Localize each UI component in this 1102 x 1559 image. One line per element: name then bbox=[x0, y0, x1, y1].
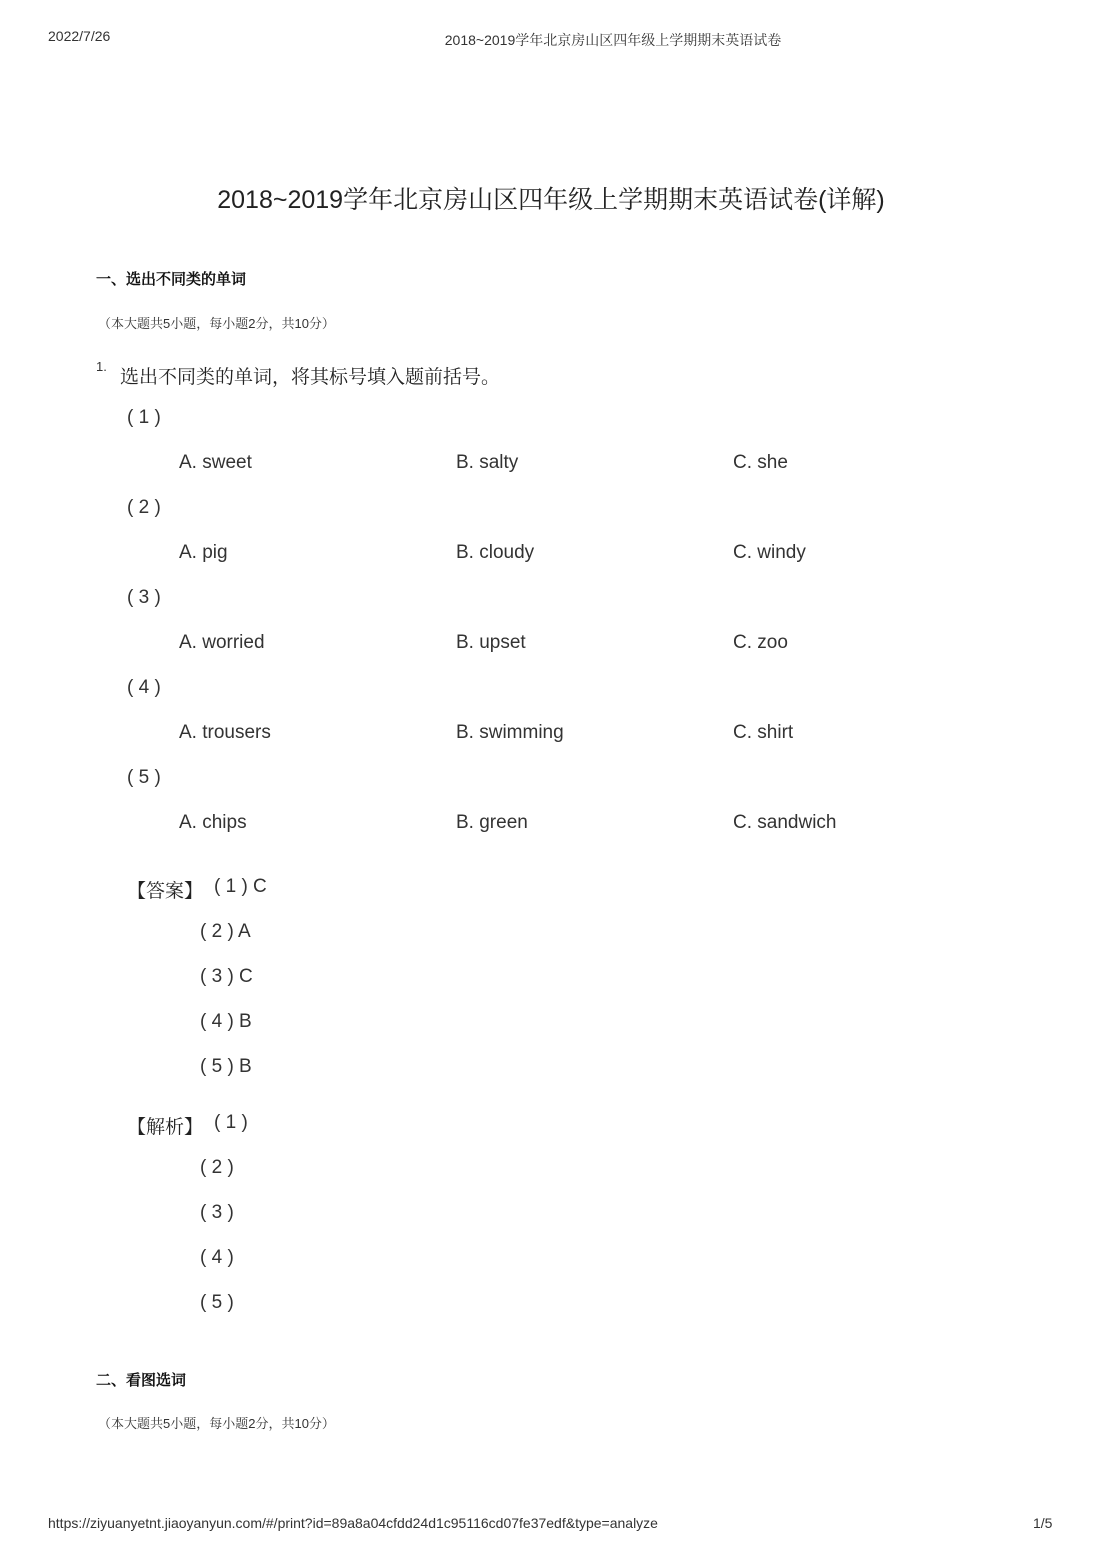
section-note: （本大题共5小题，每小题2分，共10分） bbox=[98, 1416, 335, 1431]
analysis-line: ( 1 ) bbox=[214, 1112, 248, 1133]
section-heading: 一、选出不同类的单词 bbox=[96, 271, 247, 288]
option-a: A. pig bbox=[179, 542, 228, 563]
answer-label: 【答案】 bbox=[127, 881, 204, 902]
answer-line: ( 3 ) C bbox=[200, 966, 253, 987]
option-b: B. salty bbox=[456, 452, 519, 473]
question-text: 选出不同类的单词，将其标号填入题前括号。 bbox=[120, 367, 501, 388]
option-b: B. upset bbox=[456, 632, 526, 653]
option-b: B. swimming bbox=[456, 722, 564, 743]
option-c: C. zoo bbox=[733, 632, 788, 653]
footer-url[interactable]: https://ziyuanyetnt.jiaoyanyun.com/#/print?id=89a8a04cfdd24d1c95116cd07fe37edf&type=analyze bbox=[48, 1515, 658, 1531]
answer-line: ( 2 ) A bbox=[200, 921, 251, 942]
sub-question-label: ( 4 ) bbox=[127, 677, 161, 698]
analysis-line: ( 4 ) bbox=[200, 1247, 234, 1268]
sub-question-label: ( 2 ) bbox=[127, 497, 161, 518]
analysis-line: ( 2 ) bbox=[200, 1157, 234, 1178]
print-date: 2022/7/26 bbox=[48, 28, 111, 44]
analysis-line: ( 5 ) bbox=[200, 1292, 234, 1313]
option-a: A. trousers bbox=[179, 722, 271, 743]
page-number: 1/5 bbox=[1033, 1515, 1053, 1531]
option-b: B. green bbox=[456, 812, 528, 833]
page-title: 2018~2019学年北京房山区四年级上学期期末英语试卷(详解) bbox=[217, 186, 885, 214]
print-doc-title: 2018~2019学年北京房山区四年级上学期期末英语试卷 bbox=[444, 32, 782, 48]
option-a: A. chips bbox=[179, 812, 247, 833]
option-c: C. sandwich bbox=[733, 812, 837, 833]
analysis-label: 【解析】 bbox=[127, 1117, 204, 1138]
option-a: A. sweet bbox=[179, 452, 252, 473]
option-b: B. cloudy bbox=[456, 542, 535, 563]
question-number: 1. bbox=[96, 359, 107, 374]
option-c: C. she bbox=[733, 452, 788, 473]
option-c: C. shirt bbox=[733, 722, 794, 743]
option-a: A. worried bbox=[179, 632, 265, 653]
option-c: C. windy bbox=[733, 542, 806, 563]
answer-line: ( 5 ) B bbox=[200, 1056, 252, 1077]
sub-question-label: ( 1 ) bbox=[127, 407, 161, 428]
sub-question-label: ( 5 ) bbox=[127, 767, 161, 788]
section-heading: 二、看图选词 bbox=[96, 1372, 187, 1389]
analysis-line: ( 3 ) bbox=[200, 1202, 234, 1223]
sub-question-label: ( 3 ) bbox=[127, 587, 161, 608]
answer-line: ( 1 ) C bbox=[214, 876, 267, 897]
section-note: （本大题共5小题，每小题2分，共10分） bbox=[98, 316, 335, 331]
answer-line: ( 4 ) B bbox=[200, 1011, 252, 1032]
